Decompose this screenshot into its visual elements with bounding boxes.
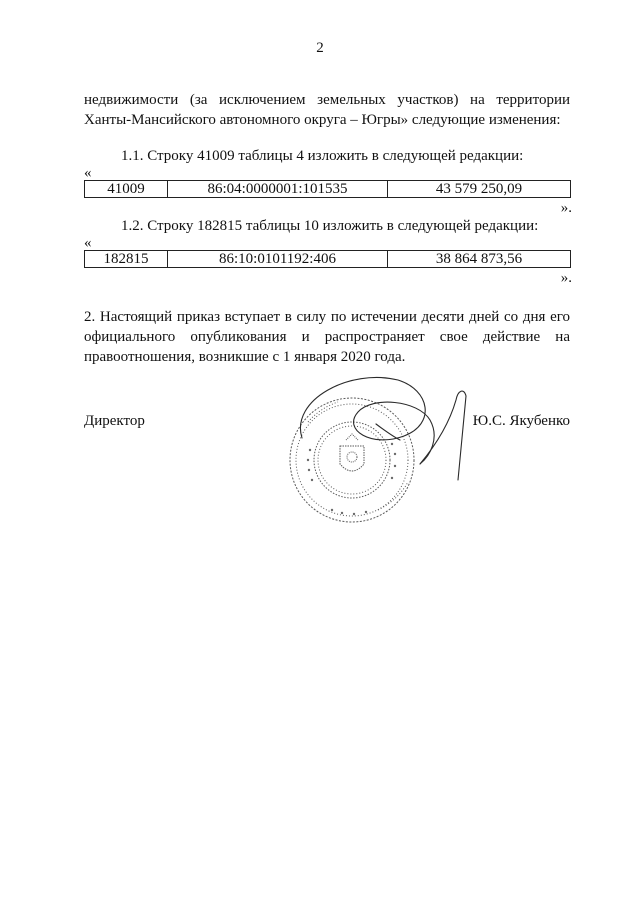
amendment-2-open-quote: « — [84, 235, 92, 251]
amendment-1-table — [84, 180, 571, 198]
table-cell-row-number: 41009 — [85, 181, 168, 198]
table-cell-row-number: 182815 — [85, 251, 168, 268]
table-row — [85, 181, 571, 198]
amendment-1-close-quote: ». — [560, 200, 572, 216]
amendment-2-close-quote: ». — [560, 270, 572, 286]
table-cell-cadastral-value: 38 864 873,56 — [388, 251, 571, 268]
table-row — [85, 251, 571, 268]
amendment-2-heading: 1.2. Строку 182815 таблицы 10 изложить в следующей редакции: — [121, 218, 539, 234]
clause-2-paragraph: 2. Настоящий приказ вступает в силу по истечении десяти дней со дня его официального опубликования и распространяет свое действие на правоотношения, возникшие с 1 января 2020 года. — [84, 309, 570, 365]
official-seal-icon — [280, 360, 480, 530]
official-seal-and-signature — [280, 360, 480, 530]
amendment-2-table — [84, 250, 571, 268]
signatory-position: Директор — [84, 413, 145, 429]
signatory-name: Ю.С. Якубенко — [472, 413, 570, 429]
table-cell-cadastral-value: 43 579 250,09 — [388, 181, 571, 198]
table-cell-cadastral-number: 86:10:0101192:406 — [168, 251, 388, 268]
page-number: 2 — [316, 40, 324, 56]
table-cell-cadastral-number: 86:04:0000001:101535 — [168, 181, 388, 198]
intro-paragraph: недвижимости (за исключением земельных участков) на территории Ханты-Мансийского автономного округа – Югры» следующие изменения: — [84, 92, 570, 128]
amendment-1-heading: 1.1. Строку 41009 таблицы 4 изложить в следующей редакции: — [121, 148, 524, 164]
amendment-1-open-quote: « — [84, 165, 92, 181]
